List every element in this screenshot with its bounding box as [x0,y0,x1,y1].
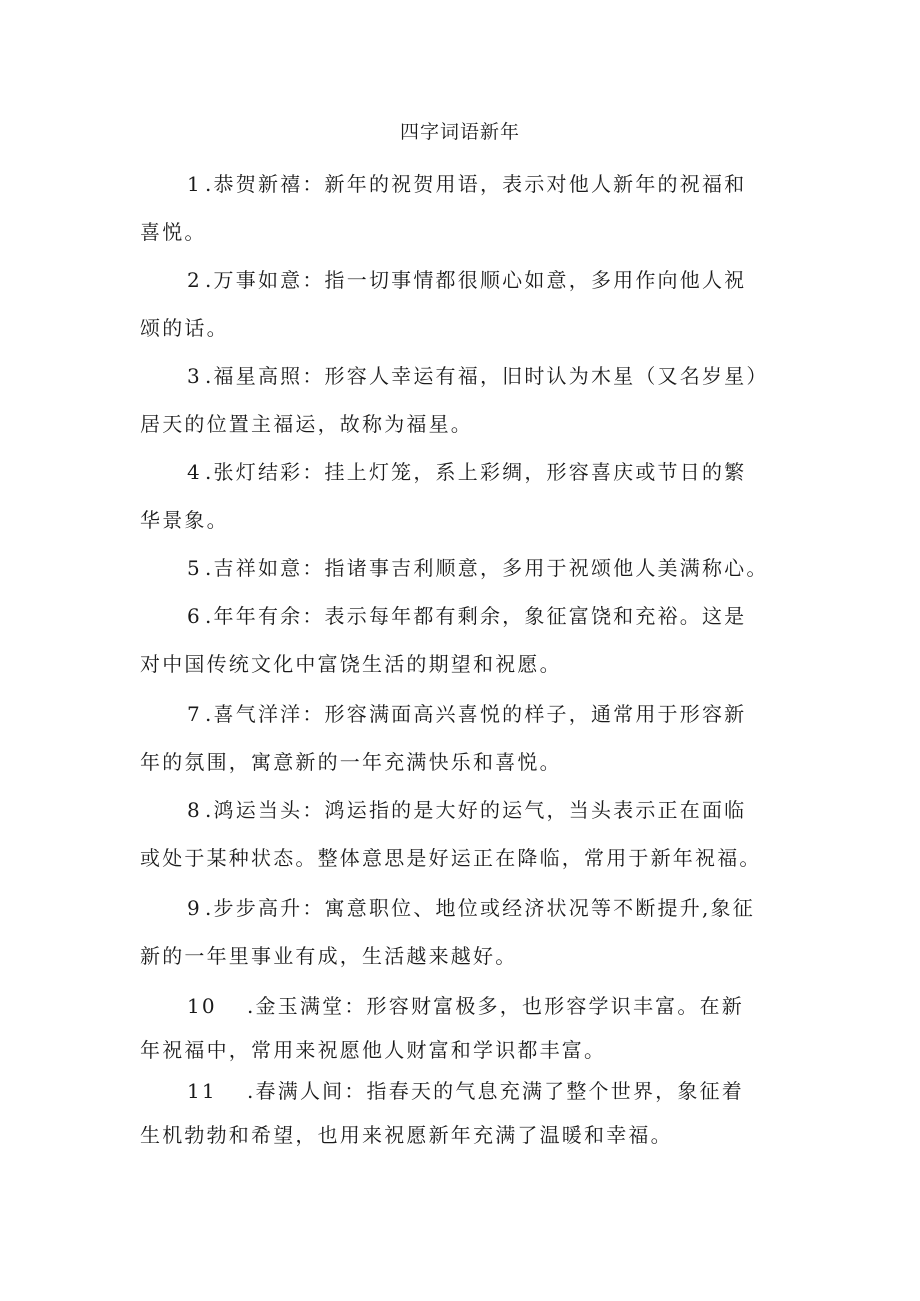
entry-number: 4 [187,460,202,484]
entry-number: 2 [187,268,202,292]
entry-first-line [140,884,790,932]
entry-first-line [140,984,790,1028]
entry-8 [140,786,790,882]
entry-text: .吉祥如意：指诸事吉利顺意，多用于祝颂他人美满称心。 [205,556,769,580]
entry-continuation: 喜悦。 [140,220,207,244]
entry-text: .年年有余：表示每年都有剩余，象征富饶和充裕。这是 [205,604,747,628]
entry-text: .福星高照：形容人幸运有福，旧时认为木星（又名岁星） [205,364,769,388]
entry-continuation: 年祝福中，常用来祝愿他人财富和学识都丰富。 [140,1038,607,1062]
entry-first-line [140,448,790,496]
entry-first-line [140,256,790,304]
entry-text: .金玉满堂：形容财富极多，也形容学识丰富。在新 [247,994,744,1018]
entry-6 [140,592,790,688]
entry-continuation: 居天的位置主福运，故称为福星。 [140,412,473,436]
entry-7 [140,690,790,786]
entry-text: .鸿运当头：鸿运指的是大好的运气，当头表示正在面临 [205,798,747,822]
entry-first-line [140,1069,790,1113]
entry-number: 3 [187,364,202,388]
entry-number: 7 [187,702,202,726]
entry-2 [140,256,790,352]
entry-number: 5 [187,556,202,580]
entry-text: .万事如意：指一切事情都很顺心如意，多用作向他人祝 [205,268,747,292]
entry-first-line [140,690,790,738]
entry-first-line [140,592,790,640]
entry-number: 8 [187,798,202,822]
entry-11 [140,1069,790,1157]
entry-continuation: 年的氛围，寓意新的一年充满快乐和喜悦。 [140,750,562,774]
document-title: 四字词语新年 [399,121,520,143]
entry-3 [140,352,790,448]
entry-first-line [140,160,790,208]
entry-number: 9 [187,896,202,920]
entry-10 [140,984,790,1072]
entry-1 [140,160,790,256]
entry-continuation: 对中国传统文化中富饶生活的期望和祝愿。 [140,652,562,676]
entry-9 [140,884,790,980]
entry-4 [140,448,790,544]
entry-continuation: 新的一年里事业有成，生活越来越好。 [140,944,518,968]
entry-number: 6 [187,604,202,628]
entry-text: .步步高升：寓意职位、地位或经济状况等不断提升,象征 [205,896,755,920]
entry-text: .恭贺新禧：新年的祝贺用语，表示对他人新年的祝福和 [205,172,747,196]
entry-text: .春满人间：指春天的气息充满了整个世界，象征着 [247,1079,744,1103]
entry-5 [140,544,790,592]
entry-number: 11 [187,1079,217,1103]
entry-continuation: 颂的话。 [140,316,229,340]
entry-continuation: 生机勃勃和希望，也用来祝愿新年充满了温暖和幸福。 [140,1123,673,1147]
entry-first-line [140,352,790,400]
entry-text: .喜气洋洋：形容满面高兴喜悦的样子，通常用于形容新 [205,702,747,726]
entry-first-line [140,786,790,834]
entry-text: .张灯结彩：挂上灯笼，系上彩绸，形容喜庆或节日的繁 [205,460,747,484]
entry-continuation: 或处于某种状态。整体意思是好运正在降临，常用于新年祝福。 [140,846,762,870]
entry-first-line [140,544,790,592]
entry-continuation: 华景象。 [140,508,229,532]
entry-number: 10 [187,994,217,1018]
entry-number: 1 [187,172,202,196]
